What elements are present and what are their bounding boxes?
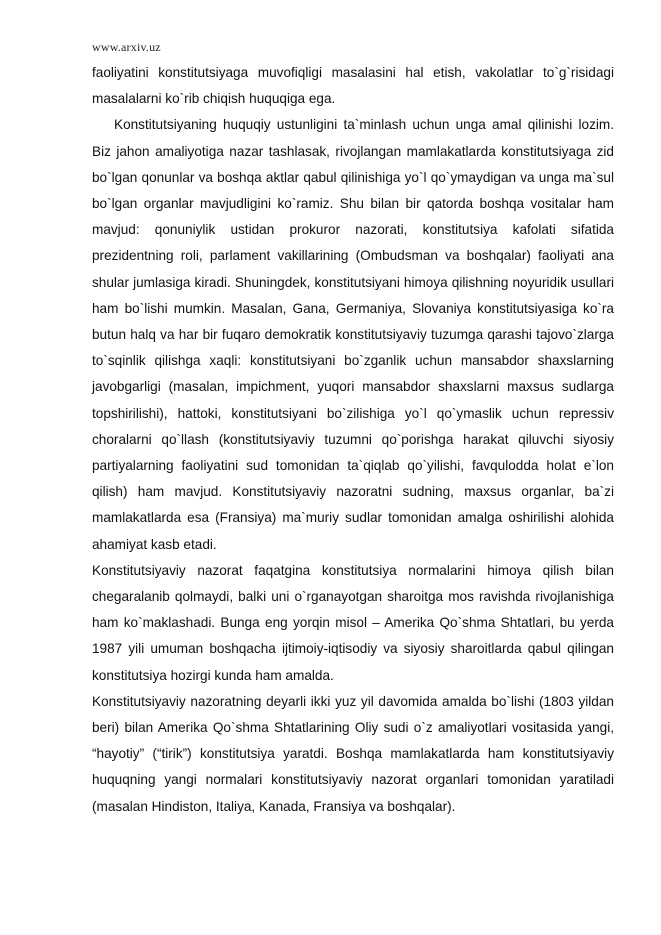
site-url-header: www.arxiv.uz [92,40,161,54]
document-body [92,60,614,820]
paragraph-continuation: faoliyatini konstitutsiyaga muvofiqligi masalasini hal etish, vakolatlar to`g`risidagi masalalarni ko`rib chiqish huquqiga ega. [92,65,614,107]
paragraph-constitution-supremacy: Konstitutsiyaning huquqiy ustunligini ta`minlash uchun unga amal qilinishi lozim. Biz jahon amaliyotiga nazar tashlasak, rivojlangan mamlakatlarda konstitutsiyaga zid bo`lgan qonunlar va boshqa aktlar qabul qilinishiga yo`l qo`ymaydigan va unga ma`sul bo`lgan organlar mavjudligini ko`ramiz. Shu bilan bir qatorda boshqa vositalar ham mavjud: qonuniylik ustidan prokuror nazorati, konstitutsiya kafolati sifatida prezidentning roli, parlament vakillarining (Ombudsman va boshqalar) faoliyati ana shular jumlasiga kiradi. Shuningdek, konstitutsiyani himoya qilishning noyuridik usullari ham bo`lishi mumkin. Masalan, Gana, Germaniya, Slovaniya konstitutsiyasiga ko`ra butun halq va har bir fuqaro demokratik konstitutsiyaviy tuzumga qarashi tajovo`zlarga to`sqinlik qilishga xaqli: konstitutsiyani bo`zganlik uchun mansabdor shaxslarning javobgarligi (masalan, impichment, yuqori mansabdor shaxslarni maxsus sudlarga topshirilishi), hattoki, konstitutsiyani bo`zilishiga yo`l qo`ymaslik uchun repressiv choralarni qo`llash (konstitutsiyaviy tuzumni qo`porishga harakat qiluvchi siyosiy partiyalarning faoliyatini sud tomonidan ta`qiqlab qo`yilishi, favqulodda holat e`lon qilish) ham mavjud. Konstitutsiyaviy nazoratni sudning, maxsus organlar, ba`zi mamlakatlarda esa (Fransiya) ma`muriy sudlar tomonidan amalga oshirilishi alohida ahamiyat kasb etadi. [92,117,614,552]
paragraph-constitutional-control-development: Konstitutsiyaviy nazorat faqatgina konstitutsiya normalarini himoya qilish bilan chegaralanib qolmaydi, balki uni o`rganayotgan sharoitga mos ravishda rivojlanishiga ham ko`maklashadi. Bunga eng yorqin misol – Amerika Qo`shma Shtatlari, bu yerda 1987 yili umuman boshqacha ijtimoiy-iqtisodiy va siyosiy sharoitlarda qabul qilingan konstitutsiya hozirgi kunda ham amalda. [92,562,614,683]
paragraph-supreme-court-living-constitution: Konstitutsiyaviy nazoratning deyarli ikki yuz yil davomida amalda bo`lishi (1803 yildan beri) bilan Amerika Qo`shma Shtatlarining Oliy sudi o`z amaliyotlari vositasida yangi, “hayotiy” (“tirik”) konstitutsiya yaratdi. Boshqa mamlakatlarda ham konstitutsiyaviy huquqning yangi normalari konstitutsiyaviy nazorat organlari tomonidan yaratiladi (masalan Hindiston, Italiya, Kanada, Fransiya va boshqalar). [92,693,614,814]
